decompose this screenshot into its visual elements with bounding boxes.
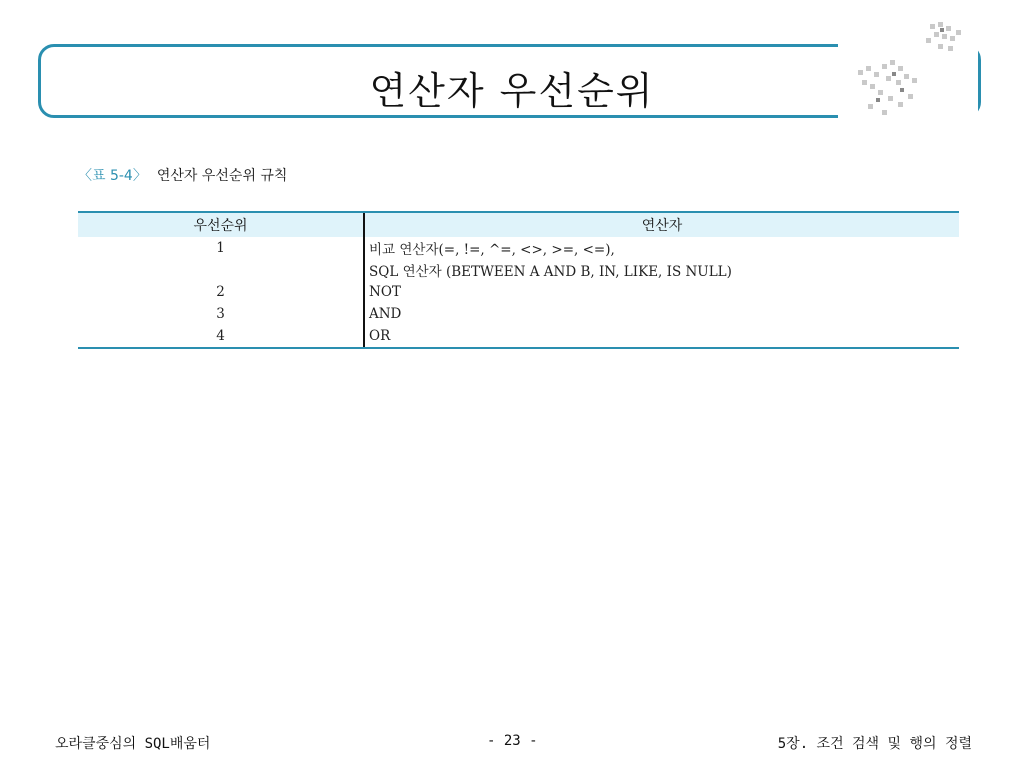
header-rank: 우선순위 — [78, 212, 364, 237]
pixel-flourish-icon — [838, 18, 978, 128]
table-row — [78, 325, 959, 348]
table-row — [78, 259, 959, 281]
page-title: 연산자 우선순위 — [369, 69, 655, 113]
caption-label: 〈표 5-4〉 — [78, 168, 147, 184]
row-operators: AND — [364, 303, 959, 325]
row-operators: NOT — [364, 281, 959, 303]
table-row — [78, 303, 959, 325]
table-row — [78, 281, 959, 303]
row-operators: OR — [364, 325, 959, 348]
footer-page-number: - 23 - — [487, 733, 538, 749]
caption-text: 연산자 우선순위 규칙 — [156, 168, 288, 184]
row-rank: 3 — [216, 306, 225, 322]
row-rank: 4 — [78, 325, 364, 348]
footer-chapter-title: 5장. 조건 검색 및 행의 정렬 — [777, 736, 972, 752]
table-caption — [78, 165, 287, 185]
row-operators: SQL 연산자 (BETWEEN A AND B, IN, LIKE, IS NULL) — [364, 259, 959, 281]
row-rank — [78, 259, 364, 281]
row-rank: 1 — [216, 240, 225, 256]
header-operators: 연산자 — [364, 212, 959, 237]
table-row — [78, 237, 959, 259]
table-header-row — [78, 212, 959, 237]
operator-precedence-table — [78, 211, 959, 349]
footer-book-title: 오라클중심의 SQL배움터 — [55, 736, 211, 752]
row-operators: 비교 연산자(=, !=, ^=, <>, >=, <=), — [364, 237, 959, 259]
row-rank: 2 — [216, 284, 225, 300]
